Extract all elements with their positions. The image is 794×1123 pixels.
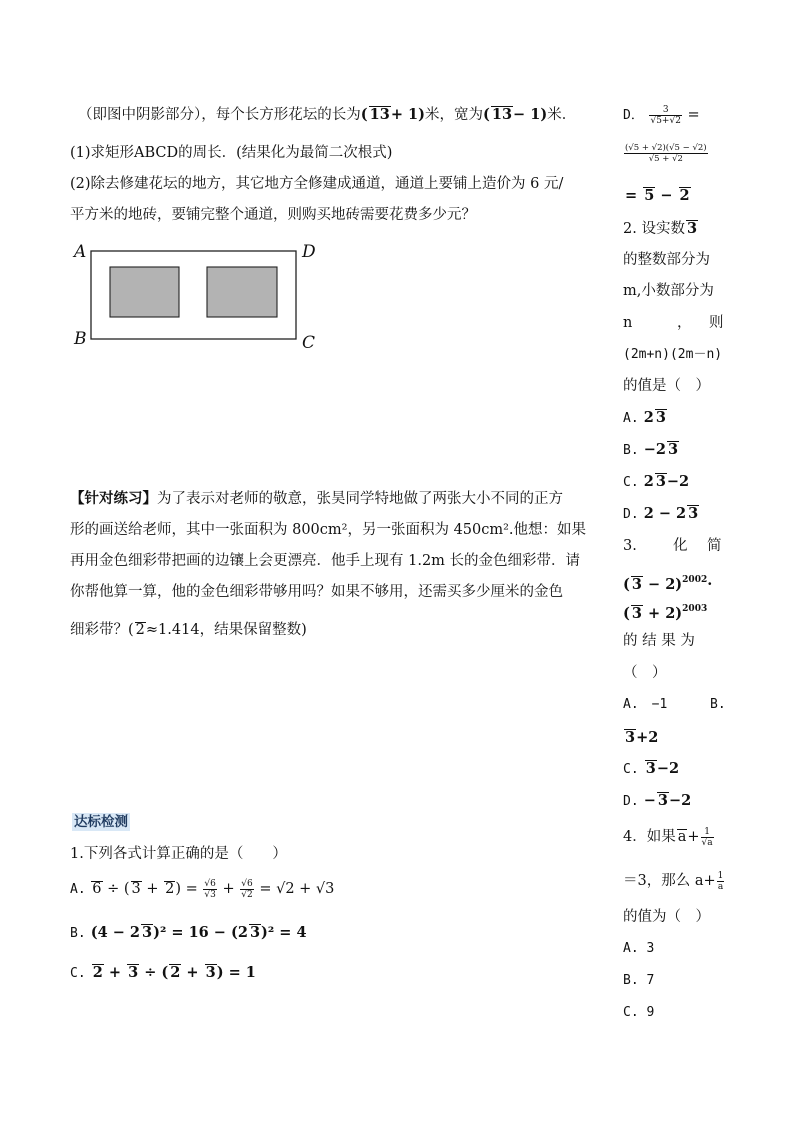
rc-q2-line3: m,小数部分为 (623, 283, 714, 299)
rc-q4-option-c: C. 9 (623, 1005, 655, 1020)
rc-q4-line2 (623, 870, 725, 892)
rc-q2-sqrt3: 3 (686, 220, 698, 237)
rc-q3-hua: 化 (673, 538, 688, 554)
rc-q3-line3: ( 3 + 2)$^{2003}$ (623, 604, 708, 622)
rc-q2-a-label: A. (623, 411, 639, 426)
practice-line1-text: 为了表示对老师的敬意，张昊同学特地做了两张大小不同的正方 (157, 491, 563, 507)
rc-q2-n: n (623, 315, 633, 331)
option-b-sqrt3: 3 (142, 924, 153, 941)
rc-option-d-line1: D． $\frac{3}{√5+√2}$ = (623, 104, 700, 126)
sqrt6: 6 (92, 881, 102, 897)
rc-q4-frac-2: $\frac{1}{a}$ (717, 870, 724, 892)
question-2-line2: 平方米的地砖，要铺完整个通道，则购买地砖需要花费多少元？ (70, 207, 476, 223)
rc-q3-option-c: C. 3−2 (623, 760, 680, 777)
option-b-start: (4 − 2 (90, 924, 141, 941)
sqrt3: 3 (131, 881, 141, 897)
rc-q2-d-label: D. (623, 507, 639, 522)
rc-q2-option-c: C. 2 3−2 (623, 473, 690, 490)
rc-q3-line2: ( 3 − 2)$^{2002}$· (623, 575, 713, 593)
practice-line5-end: ≈1.414，结果保留整数) (145, 622, 307, 638)
option-c-sqrt2: 2 (92, 964, 103, 981)
option-b-mid: )² = 16 − (2 (153, 924, 248, 941)
rc-q3-line1 (623, 535, 723, 557)
rc-q2-text: 2. 设实数 (623, 221, 685, 237)
sqrt2-radicand: 2 (135, 622, 145, 638)
rc-option-d-line3: = 5 − 2 (625, 187, 690, 204)
rc-d-frac-num: 3 (649, 105, 682, 116)
rc-q3-pow1: 2002 (682, 575, 708, 585)
sqrt2: 2 (165, 881, 175, 897)
test-q1-stem: 1.下列各式计算正确的是（ ） (70, 846, 287, 862)
rc-q3-option-a: A. −1 (623, 697, 668, 712)
option-a-label: A. (70, 882, 86, 897)
practice-line-5 (70, 619, 307, 641)
rc-d-frac: $\frac{3}{√5+√2}$ (650, 104, 681, 126)
length-tail: + 1 (390, 106, 419, 123)
rc-q4-line1: 4．如果 a+ $\frac{1}{√a}$ (623, 826, 713, 848)
rc-q2-option-b: B. −2 3 (623, 441, 679, 458)
rc-q3-jian: 简 (707, 538, 722, 554)
rc-q3-d-tail: −2 (668, 792, 692, 809)
rc-q3-num: 3. (623, 538, 637, 554)
rc-q2-line1 (623, 218, 698, 240)
rc-q3-line4: 的 结 果 为 (623, 633, 695, 649)
rc-d-line2-den: √5 + √2 (648, 153, 683, 164)
problem-intro-end: 米． (547, 107, 577, 123)
rc-d-line2-num: (√5 + √2)(√5 − √2) (625, 142, 707, 153)
rc-q3-d-label: D. (623, 794, 639, 809)
test-q1-option-a: A. 6 ÷ ( 3 + 2) = $\frac{√6}{√3}$ + $\frac{√6}{√2}$ = √2 + √3 (70, 878, 335, 900)
rc-q3-line5: （ ） (623, 665, 667, 681)
rc-q2-line2: 的整数部分为 (623, 252, 710, 268)
question-1: (1)求矩形ABCD的周长．(结果化为最简二次根式) (70, 145, 393, 161)
rc-q3-pow2: 2003 (682, 604, 708, 614)
rectangle-abcd-figure (70, 238, 330, 358)
option-b-end: )² = 4 (261, 924, 307, 941)
rc-q2-c-coef: 2 (643, 473, 654, 490)
rc-q2-line4 (623, 312, 723, 334)
rc-q2-b-coef: −2 (643, 441, 666, 458)
rc-q4-frac-1: $\frac{1}{√a}$ (701, 826, 713, 848)
rc-option-d-line2 (623, 142, 709, 164)
rc-q2-a-coef: 2 (643, 409, 654, 426)
rc-q2-option-a: A. 2 3 (623, 409, 666, 426)
rc-q3-c-tail: −2 (656, 760, 680, 777)
vertex-label-c: C (302, 333, 316, 353)
problem-intro-start: （即图中阴影部分），每个长方形花坛的长为 (78, 107, 361, 123)
practice-line5-start: 细彩带？( (70, 622, 134, 638)
flower-bed-left (110, 267, 179, 317)
question-2-line1: (2)除去修建花坛的地方，其它地方全修建成通道，通道上要铺上造价为 6 元/ (70, 176, 564, 192)
vertex-label-a: A (74, 242, 87, 262)
test-heading (72, 810, 130, 830)
option-b-sqrt3-2: 3 (249, 924, 261, 941)
rc-q3-option-b-label: B. (710, 697, 726, 712)
rc-q3-d-head: − (643, 792, 656, 809)
option-c-sqrt3: 3 (205, 964, 216, 981)
flower-bed-right (207, 267, 277, 317)
practice-line-1 (70, 488, 563, 510)
practice-line-2: 形的画送给老师，其中一张面积为 800cm²，另一张面积为 450cm².他想：如果 (70, 522, 587, 538)
rc-d-frac-den-b: 2 (675, 115, 681, 126)
option-c-end: ) = 1 (216, 964, 256, 981)
option-c-label: C. (70, 966, 86, 981)
rc-d-sqrt5: 5 (644, 187, 655, 204)
rc-q3-b-tail: +2 (636, 729, 659, 746)
rc-d-line2-frac (624, 143, 708, 164)
length-radicand: 13 (369, 106, 390, 123)
rc-q2-line6: 的值是（ ） (623, 378, 710, 394)
rc-q2-c-label: C. (623, 475, 639, 490)
width-radicand: 13 (491, 106, 513, 123)
rc-d-sqrt2: 2 (679, 187, 690, 204)
vertex-label-b: B (74, 329, 87, 349)
test-heading-text: 达标检测 (74, 814, 128, 830)
practice-tag: 【针对练习】 (70, 490, 157, 507)
rc-q2-option-d: D. 2 − 2 3 (623, 505, 699, 522)
test-q1-option-b (70, 922, 307, 945)
width-tail: − 1 (513, 106, 541, 123)
rc-q4-text: 4．如果 (623, 829, 676, 845)
rc-q2-b-label: B. (623, 443, 639, 458)
vertex-label-d: D (302, 242, 316, 262)
rc-q3-option-d: D. − 3−2 (623, 792, 692, 809)
rc-q4-option-a: A. 3 (623, 941, 655, 956)
rc-q2-c-tail: −2 (666, 473, 690, 490)
frac-sqrt6-sqrt2: $\frac{√6}{√2}$ (241, 878, 253, 900)
rc-q4-option-b: B. 7 (623, 973, 655, 988)
rc-q3-c-label: C. (623, 762, 639, 777)
problem-intro-mid: 米，宽为 (424, 107, 483, 123)
frac-sqrt6-sqrt3: $\frac{√6}{√3}$ (204, 878, 216, 900)
rc-q2-line5: (2m+n)(2m－n) (623, 347, 723, 362)
option-c-sqrt2-b: 2 (170, 964, 181, 981)
rc-q2-d-head: 2 − 2 (643, 505, 687, 522)
option-b-label: B. (70, 926, 86, 941)
rc-q3-option-b: 3+2 (625, 729, 659, 746)
rc-d-frac-den-a: 5 (656, 115, 662, 126)
rc-q4-sqrt-a: a (677, 829, 687, 845)
practice-line-3: 再用金色细彩带把画的边镶上会更漂亮．他手上现有 1.2m 长的金色细彩带．请 (70, 553, 581, 569)
rc-q4-line2-text: ＝3，那么 a+ (623, 873, 716, 889)
rc-d-label: D． (623, 108, 644, 123)
practice-line-4: 你帮他算一算，他的金色细彩带够用吗？如果不够用，还需买多少厘米的金色 (70, 584, 563, 600)
rc-q2-comma: ， (677, 315, 692, 331)
problem-intro-line: （即图中阴影部分），每个长方形花坛的长为( 13+ 1)米，宽为( 13− 1)米． (78, 106, 577, 123)
rc-q2-ze: 则 (709, 315, 724, 331)
rc-q4-line3: 的值为（ ） (623, 909, 710, 925)
test-q1-option-c: C. 2 + 3 ÷ ( 2 + 3) = 1 (70, 964, 256, 981)
